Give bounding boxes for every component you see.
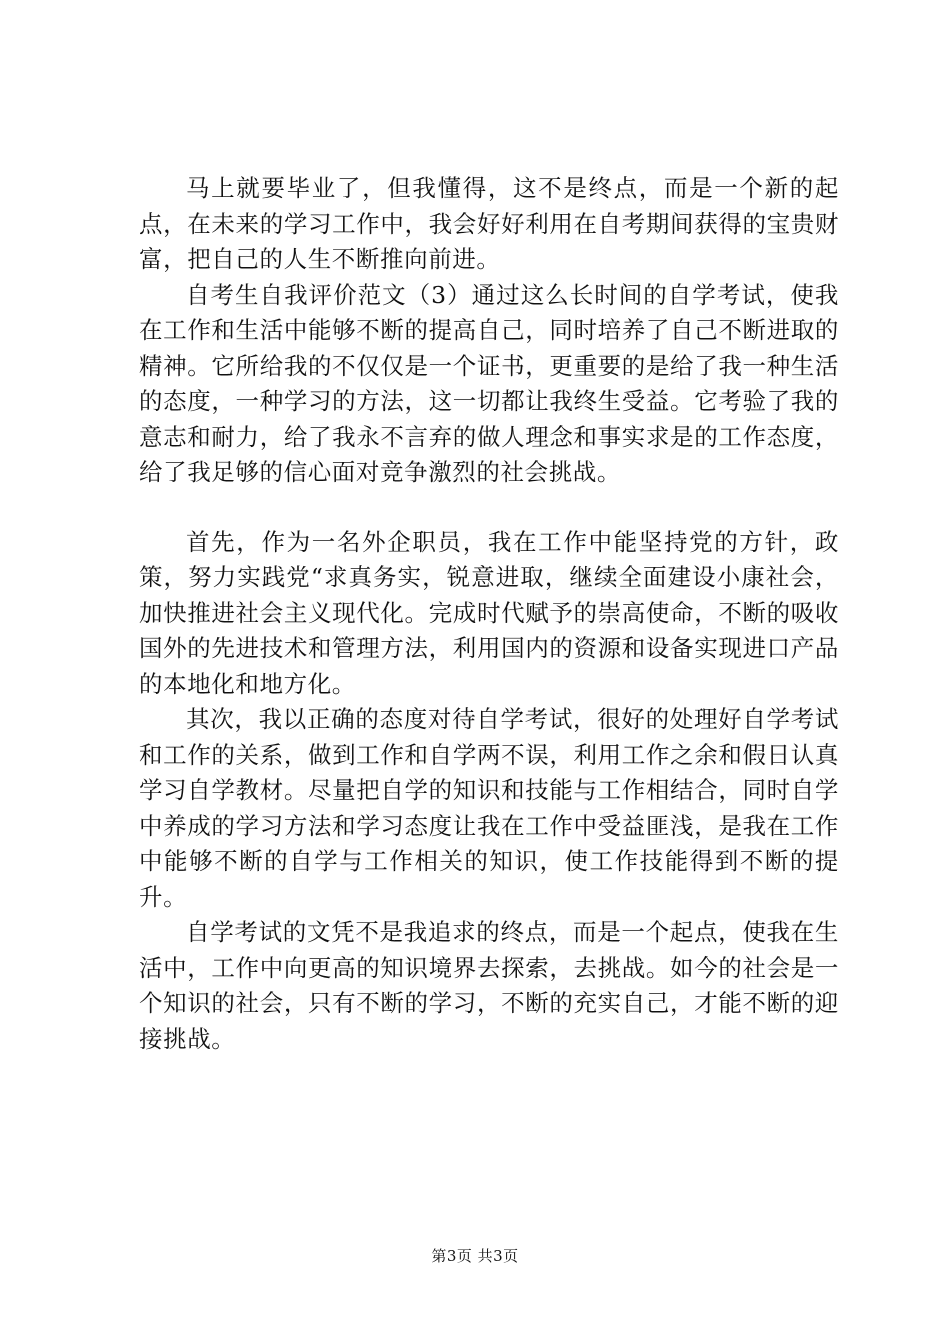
paragraph-graduation: 马上就要毕业了，但我懂得，这不是终点，而是一个新的起点，在未来的学习工作中，我会好好利用在自考期间获得的宝贵财富，把自己的人生不断推向前进。 (139, 174, 839, 273)
paragraph-second: 其次，我以正确的态度对待自学考试，很好的处理好自学考试和工作的关系，做到工作和自学两不误，利用工作之余和假日认真学习自学教材。尽量把自学的知识和技能与工作相结合，同时自学中养成的学习方法和学习态度让我在工作中受益匪浅，是我在工作中能够不断的自学与工作相关的知识，使工作技能得到不断的提升。 (139, 705, 839, 911)
paragraph-first: 首先，作为一名外企职员，我在工作中能坚持党的方针，政策，努力实践党“求真务实，锐意进取，继续全面建设小康社会，加快推进社会主义现代化。完成时代赋予的崇高使命，不断的吸收国外的先进技术和管理方法，利用国内的资源和设备实现进口产品的本地化和地方化。 (139, 527, 839, 698)
page-number-footer: 第3页 共3页 (431, 1247, 519, 1265)
paragraph-self-evaluation: 自考生自我评价范文（3）通过这么长时间的自学考试，使我在工作和生活中能够不断的提高自己，同时培养了自己不断进取的精神。它所给我的不仅仅是一个证书，更重要的是给了我一种生活的态度，一种学习的方法，这一切都让我终生受益。它考验了我的意志和耐力，给了我永不言弃的做人理念和事实求是的工作态度，给了我足够的信心面对竞争激烈的社会挑战。 (139, 280, 839, 486)
paragraph-conclusion: 自学考试的文凭不是我追求的终点，而是一个起点，使我在生活中，工作中向更高的知识境界去探索，去挑战。如今的社会是一个知识的社会，只有不断的学习，不断的充实自己，才能不断的迎接挑战。 (139, 918, 839, 1053)
document-body (139, 171, 839, 1057)
